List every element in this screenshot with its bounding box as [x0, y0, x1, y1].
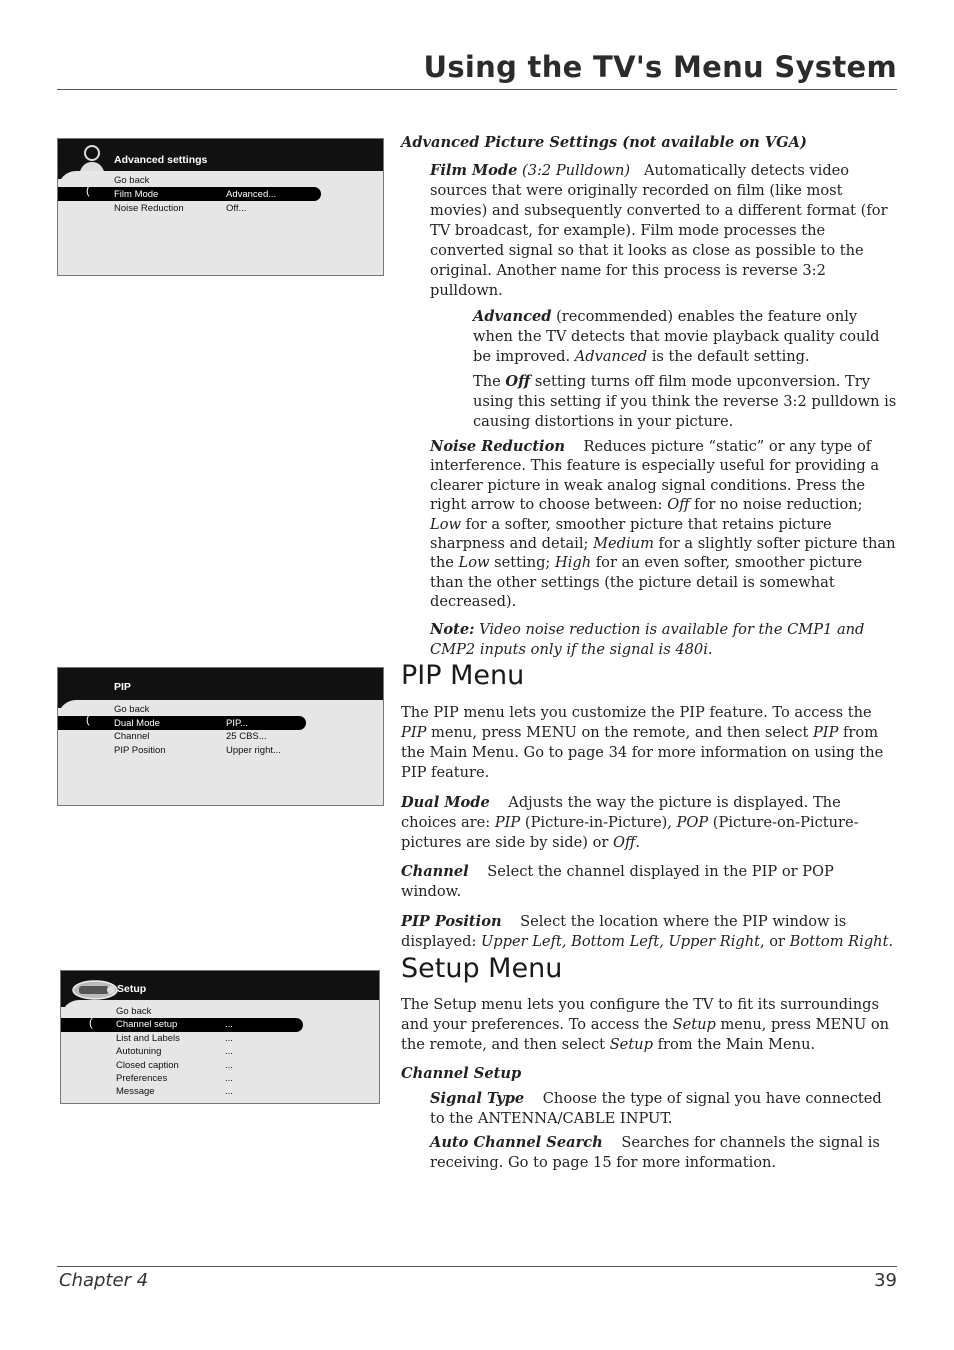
channel-text: Select the channel displayed in the PIP or POP window.: [401, 863, 834, 900]
noise-text-5: setting;: [489, 554, 555, 572]
off-option-term: Off: [505, 373, 531, 390]
menu-value-message: ...: [225, 1086, 233, 1097]
noise-text-3: for a softer, smoother picture that retains picture sharpness and detail;: [430, 515, 832, 553]
menu-value-dual-mode: PIP...: [226, 718, 249, 729]
signal-type-term: Signal Type: [430, 1090, 525, 1107]
selector-arrow-icon: (: [89, 1017, 93, 1029]
menu-value-preferences: ...: [225, 1073, 233, 1084]
advanced-section: [401, 133, 898, 660]
setup-section: [401, 995, 898, 1173]
auto-channel-search-term: Auto Channel Search: [430, 1134, 603, 1151]
footer-page-number: 39: [874, 1270, 897, 1291]
advanced-option-text: (recommended) enables the feature only when the TV detects that movie playback quality could be improved.: [473, 308, 880, 365]
menu-item-dual-mode[interactable]: Dual Mode: [114, 718, 160, 729]
advanced-heading: Advanced Picture Settings (not available on VGA): [401, 134, 807, 151]
menu-item-go-back[interactable]: Go back: [114, 704, 150, 715]
position-options: Upper Left, Bottom Left, Upper Right: [481, 933, 760, 950]
advanced-option-paragraph: [473, 307, 898, 367]
off-option-paragraph: [473, 372, 898, 432]
advanced-option-term: Advanced: [473, 308, 552, 325]
noise-low-2: Low: [458, 554, 490, 572]
dual-mode-term: Dual Mode: [401, 794, 490, 811]
channel-setup-subheading: Channel Setup: [401, 1065, 522, 1082]
setup-intro-italic-1: Setup: [672, 1016, 716, 1033]
film-mode-paragraph: [430, 161, 898, 301]
setup-intro: [401, 995, 898, 1055]
channel-term: Channel: [401, 863, 469, 880]
selector-arrow-icon: (: [86, 185, 90, 197]
dual-text-2: (Picture-in-Picture): [520, 814, 668, 831]
menu-item-go-back[interactable]: Go back: [114, 175, 150, 186]
dual-comma: ,: [667, 814, 677, 831]
pip-intro-italic-2: PIP: [812, 724, 839, 741]
noise-high: High: [555, 554, 592, 572]
menu-item-autotuning[interactable]: Autotuning: [116, 1046, 162, 1057]
screen-title: Advanced settings: [114, 154, 208, 166]
menu-item-pip-position[interactable]: PIP Position: [114, 745, 166, 756]
note-text: Video noise reduction is available for the CMP1 and CMP2 inputs only if the signal is 480i.: [430, 620, 865, 658]
dual-text-4: .: [635, 834, 640, 851]
menu-item-go-back[interactable]: Go back: [116, 1006, 152, 1017]
dual-text-1: Adjusts the way the picture is displayed. The choices are:: [401, 794, 841, 831]
noise-text-4: for a slightly softer picture than the: [430, 535, 896, 572]
dual-text-3: (Picture-on-Picture- pictures are side by side) or: [401, 814, 859, 851]
menu-value-noise-reduction: Off...: [226, 203, 247, 214]
dual-pop: POP: [676, 814, 709, 831]
pip-intro-italic-1: PIP: [401, 724, 427, 741]
menu-value-closed-caption: ...: [225, 1060, 233, 1071]
pip-intro-3: from the Main Menu. Go to page 34 for more information on using the PIP feature.: [401, 724, 884, 781]
menu-item-closed-caption[interactable]: Closed caption: [116, 1060, 179, 1071]
setup-intro-2: menu, press MENU on the remote, and then select: [401, 1016, 890, 1053]
setup-menu-heading: Setup Menu: [401, 953, 563, 984]
noise-text-6: for an even softer, smoother picture than the other settings (the picture detail is somewhat decreased).: [430, 554, 863, 611]
menu-value-autotuning: ...: [225, 1046, 233, 1057]
advanced-option-italic: Advanced: [574, 348, 648, 365]
menu-item-noise-reduction[interactable]: Noise Reduction: [114, 203, 184, 214]
selection-highlight: [58, 187, 321, 201]
off-option-text: setting turns off film mode upconversion. Try using this setting if you think the reverse 3:2 pulldown is causing distortions in your picture.: [473, 373, 897, 430]
noise-reduction-paragraph: [430, 437, 898, 612]
menu-value-film-mode: Advanced...: [226, 189, 277, 200]
channel-paragraph: [401, 862, 898, 902]
selection-highlight: [58, 716, 306, 730]
note-paragraph: [430, 620, 898, 660]
noise-off: Off: [667, 496, 690, 514]
position-text-3: .: [888, 933, 894, 950]
header-rule: [57, 89, 897, 90]
menu-value-channel: 25 CBS...: [226, 731, 267, 742]
menu-value-list-and-labels: ...: [225, 1033, 233, 1044]
setup-intro-italic-2: Setup: [609, 1036, 653, 1053]
selector-arrow-icon: (: [86, 714, 90, 726]
film-mode-term: Film Mode: [430, 162, 518, 179]
pip-intro-1: The PIP menu lets you customize the PIP feature. To access the: [401, 704, 872, 721]
noise-text-2: for no noise reduction;: [689, 496, 863, 514]
pip-intro-2: menu, press MENU on the remote, and then select: [426, 724, 813, 741]
menu-item-preferences[interactable]: Preferences: [116, 1073, 168, 1084]
off-option-pre: The: [473, 373, 506, 390]
footer-chapter: Chapter 4: [59, 1270, 149, 1291]
menu-item-message[interactable]: Message: [116, 1086, 155, 1097]
pip-position-paragraph: [401, 912, 898, 952]
film-mode-subterm: (3:2 Pulldown): [522, 162, 631, 179]
pip-position-term: PIP Position: [401, 913, 502, 930]
signal-type-paragraph: [430, 1089, 898, 1129]
noise-low: Low: [430, 515, 461, 533]
pip-menu-heading: PIP Menu: [401, 660, 525, 691]
menu-panel: [61, 1000, 379, 1103]
selection-highlight: [61, 1018, 303, 1032]
advanced-settings-screen: [57, 138, 384, 276]
menu-item-channel-setup[interactable]: Channel setup: [116, 1019, 178, 1030]
screen-title: PIP: [114, 681, 131, 693]
auto-channel-search-text: Searches for channels the signal is receiving. Go to page 15 for more information.: [430, 1134, 880, 1171]
position-text-2: , or: [759, 933, 790, 950]
pip-intro: [401, 703, 898, 783]
dual-pip: PIP: [494, 814, 521, 831]
page-header-title: Using the TV's Menu System: [423, 50, 897, 84]
dual-mode-paragraph: [401, 793, 898, 853]
screen-title: Setup: [117, 983, 147, 995]
film-mode-text: Automatically detects video sources that were originally recorded on film (like most movies) and subsequently converted to a different format (for TV broadcast, for example). Film mode processes the converted signal so that it looks as close as possible to the original. Another name for this process is reverse 3:2 pulldown.: [430, 162, 888, 299]
setup-intro-3: from the Main Menu.: [652, 1036, 816, 1053]
setup-screen: [60, 970, 380, 1104]
position-last: Bottom Right: [789, 933, 889, 950]
note-label: Note:: [430, 620, 475, 638]
pip-screen: [57, 667, 384, 806]
signal-type-text: Choose the type of signal you have connected to the ANTENNA/CABLE INPUT.: [430, 1090, 882, 1127]
advanced-option-text-end: is the default setting.: [647, 348, 810, 365]
setup-intro-1: The Setup menu lets you configure the TV to fit its surroundings and your preferences. To access the: [401, 996, 879, 1033]
noise-text-1: Reduces picture “static” or any type of interference. This feature is especially useful for providing a clearer picture in weak analog signal conditions. Press the right arrow to choose between:: [430, 438, 880, 514]
auto-channel-search-paragraph: [430, 1133, 898, 1173]
dual-off: Off: [613, 834, 636, 851]
menu-value-channel-setup: ...: [225, 1019, 233, 1030]
footer-rule: [57, 1266, 897, 1267]
position-text-1: Select the location where the PIP window is displayed:: [401, 913, 847, 950]
menu-item-channel[interactable]: Channel: [114, 731, 150, 742]
menu-value-pip-position: Upper right...: [226, 745, 281, 756]
menu-item-film-mode[interactable]: Film Mode: [114, 189, 159, 200]
noise-reduction-term: Noise Reduction: [430, 438, 565, 455]
menu-item-list-and-labels[interactable]: List and Labels: [116, 1033, 180, 1044]
noise-medium: Medium: [593, 535, 654, 553]
pip-section: [401, 703, 898, 952]
